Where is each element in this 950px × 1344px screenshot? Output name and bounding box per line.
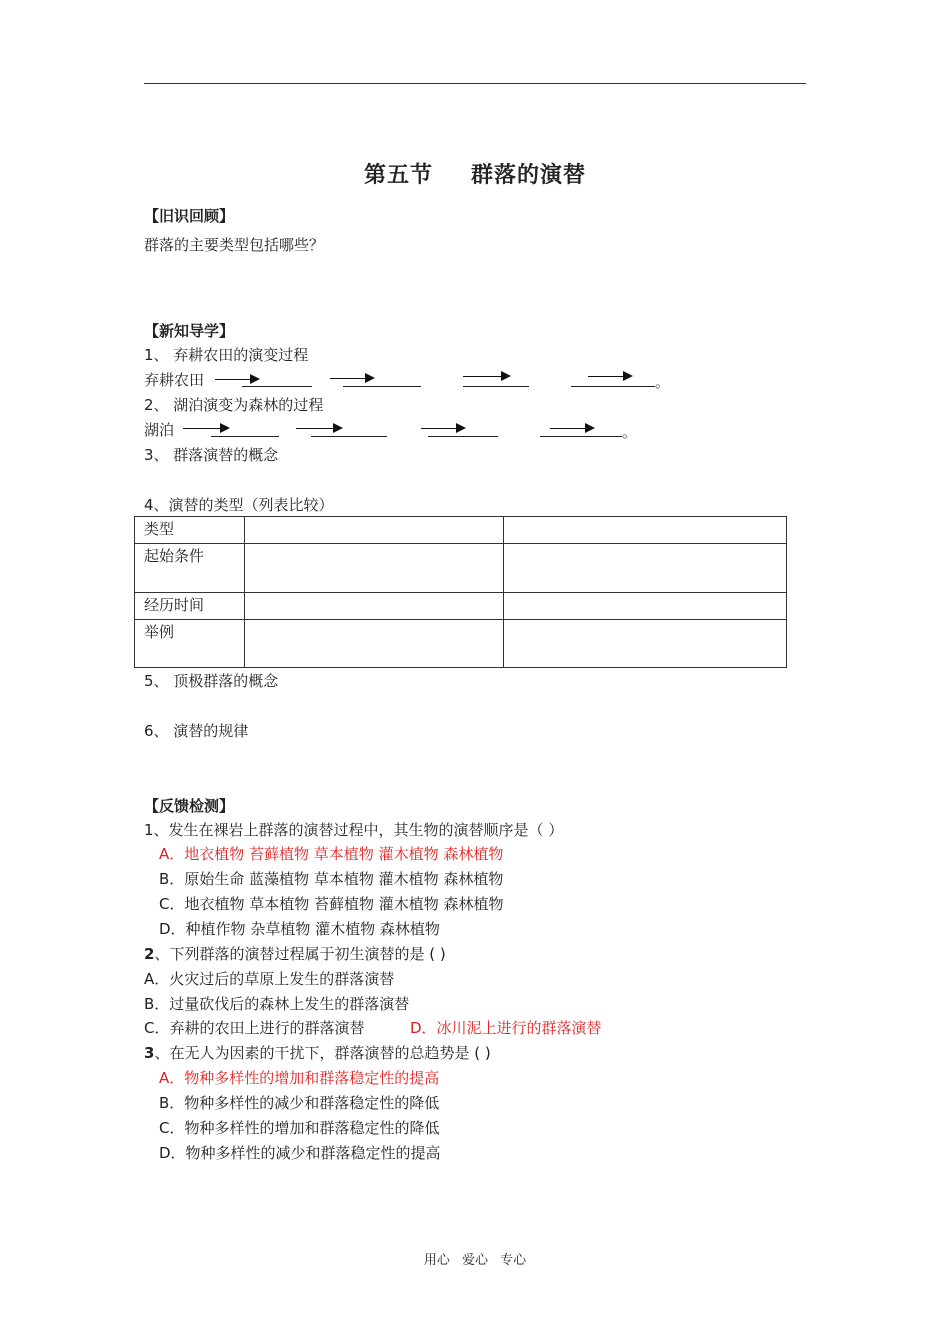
blank-line [343, 386, 421, 387]
title-section-number: 第五节 [363, 163, 433, 188]
table-cell [245, 544, 504, 593]
arrow-icon [330, 378, 373, 379]
table-row-label: 举例 [135, 620, 245, 668]
table-cell [504, 517, 787, 544]
title-topic: 群落的演替 [471, 163, 587, 188]
table-cell [504, 544, 787, 593]
item-6: 6、 演替的规律 [144, 722, 249, 740]
feedback-heading: 【反馈检测】 [144, 797, 235, 815]
q2-option-a: A．火灾过后的草原上发生的群落演替 [144, 970, 395, 988]
arrow-icon [215, 379, 258, 380]
q2-option-c: C．弃耕的农田上进行的群落演替 [144, 1019, 365, 1037]
item-3: 3、 群落演替的概念 [144, 446, 279, 464]
q3-option-c: C．物种多样性的增加和群落稳定性的降低 [159, 1119, 440, 1137]
q3-option-a: A．物种多样性的增加和群落稳定性的提高 [159, 1069, 440, 1087]
q3-stem [144, 1043, 491, 1063]
q1-option-c: C．地衣植物 草本植物 苔藓植物 灌木植物 森林植物 [159, 895, 504, 913]
table-cell [504, 593, 787, 620]
blank-line [211, 436, 279, 437]
q3-option-b: B．物种多样性的减少和群落稳定性的降低 [159, 1094, 440, 1112]
item-1: 1、 弃耕农田的演变过程 [144, 346, 309, 364]
blank-line [571, 386, 655, 387]
blank-line [311, 436, 387, 437]
arrow-icon [463, 376, 509, 377]
q3-stem-text: 、在无人为因素的干扰下，群落演替的总趋势是 ( ) [154, 1044, 491, 1062]
item-2-start: 湖泊 [144, 421, 175, 439]
footer-word: 专心 [500, 1253, 527, 1268]
blank-line [242, 386, 312, 387]
blank-line [463, 386, 529, 387]
review-question: 群落的主要类型包括哪些？ [144, 236, 325, 254]
q2-option-b: B．过量砍伐后的森林上发生的群落演替 [144, 995, 410, 1013]
item-5: 5、 顶极群落的概念 [144, 672, 279, 690]
end-mark: 。 [622, 423, 638, 441]
q3-option-d: D．物种多样性的减少和群落稳定性的提高 [159, 1144, 441, 1162]
arrow-icon [588, 376, 631, 377]
q1-stem: 1、发生在裸岩上群落的演替过程中，其生物的演替顺序是（ ） [144, 821, 564, 839]
item-1-start: 弃耕农田 [144, 371, 205, 389]
footer-word: 爱心 [461, 1253, 488, 1268]
table-row-label: 经历时间 [135, 593, 245, 620]
blank-line [540, 436, 622, 437]
header-rule [144, 83, 806, 84]
q2-number: 2 [144, 945, 155, 963]
new-heading: 【新知导学】 [144, 322, 235, 340]
blank-line [428, 436, 498, 437]
arrow-icon [550, 428, 593, 429]
q2-stem [144, 944, 446, 964]
arrow-icon [421, 428, 464, 429]
review-heading: 【旧识回顾】 [144, 207, 235, 225]
table-row-label: 类型 [135, 517, 245, 544]
table-row-label: 起始条件 [135, 544, 245, 593]
table-cell [245, 593, 504, 620]
item-4: 4、演替的类型（列表比较） [144, 496, 334, 514]
item-2: 2、 湖泊演变为森林的过程 [144, 396, 324, 414]
q3-number: 3 [144, 1044, 155, 1062]
page-footer [0, 1249, 950, 1268]
arrow-icon [296, 428, 341, 429]
end-mark: 。 [655, 373, 671, 391]
q1-option-b: B．原始生命 蓝藻植物 草本植物 灌木植物 森林植物 [159, 870, 504, 888]
table-cell [504, 620, 787, 668]
page-title [0, 158, 950, 189]
succession-type-table [134, 516, 787, 668]
q2-option-d: D．冰川泥上进行的群落演替 [410, 1019, 602, 1037]
table-cell [245, 620, 504, 668]
q1-option-d: D．种植作物 杂草植物 灌木植物 森林植物 [159, 920, 440, 938]
arrow-icon [183, 428, 228, 429]
footer-word: 用心 [423, 1253, 450, 1268]
q2-stem-text: 、下列群落的演替过程属于初生演替的是 ( ) [154, 945, 446, 963]
q1-option-a: A．地衣植物 苔藓植物 草本植物 灌木植物 森林植物 [159, 845, 504, 863]
table-cell [245, 517, 504, 544]
